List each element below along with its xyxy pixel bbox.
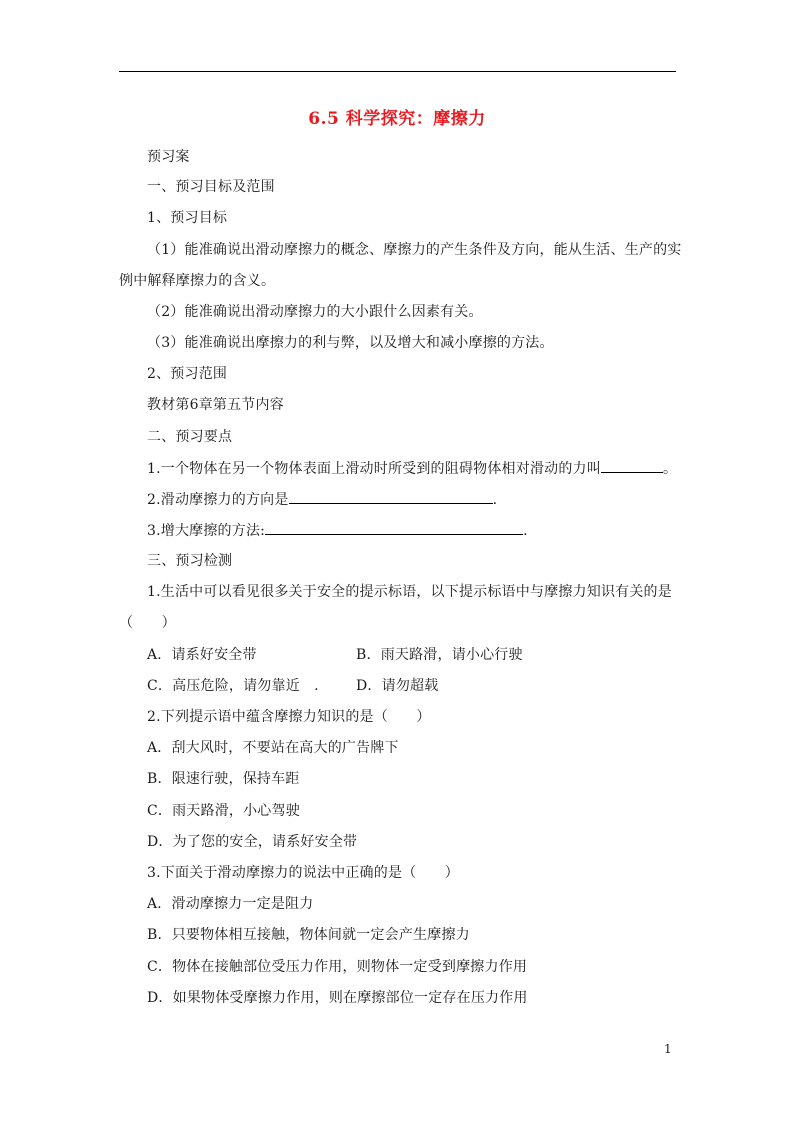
- question-1-option-b[interactable]: B．雨天路滑，请小心行驶: [356, 647, 523, 663]
- question-3-option-a[interactable]: A．滑动摩擦力一定是阻力: [147, 896, 314, 912]
- question-1-bracket: （ ）: [119, 615, 176, 631]
- question-3-stem: 3.下面关于滑动摩擦力的说法中正确的是（ ）: [147, 865, 459, 881]
- point-2: [147, 489, 497, 510]
- question-2-stem: 2.下列提示语中蕴含摩擦力知识的是（ ）: [147, 709, 431, 725]
- question-2-option-d[interactable]: D．为了您的安全，请系好安全带: [147, 834, 358, 850]
- question-3-option-c[interactable]: C．物体在接触部位受压力作用，则物体一定受到摩擦力作用: [147, 959, 528, 975]
- document-title: 6.5 科学探究：摩擦力: [308, 109, 486, 129]
- question-1-option-d[interactable]: D．请勿超载: [356, 678, 439, 694]
- question-1-options-row-1: [147, 645, 523, 665]
- point-1-blank[interactable]: [601, 458, 663, 473]
- section-2-heading: 二、预习要点: [147, 429, 233, 445]
- point-2-text: 2.滑动摩擦力的方向是: [147, 492, 289, 508]
- scope-text: 教材第6章第五节内容: [147, 397, 284, 413]
- point-1: [147, 458, 677, 479]
- point-2-blank[interactable]: [289, 489, 493, 504]
- subsection-scope: 2、预习范围: [147, 366, 228, 382]
- question-3-option-b[interactable]: B．只要物体相互接触，物体间就一定会产生摩擦力: [147, 927, 470, 943]
- point-1-text: 1.一个物体在另一个物体表面上滑动时所受到的阻碍物体相对滑动的力叫: [147, 461, 601, 477]
- question-1-option-c[interactable]: C．高压危险，请勿靠近 .: [147, 678, 319, 694]
- section-1-heading: 一、预习目标及范围: [147, 179, 275, 195]
- question-1-stem: 1.生活中可以看见很多关于安全的提示标语，以下提示标语中与摩擦力知识有关的是: [147, 584, 672, 600]
- goal-2: （2）能准确说出滑动摩擦力的大小跟什么因素有关。: [147, 304, 483, 320]
- section-3-heading: 三、预习检测: [147, 553, 233, 569]
- point-3: [147, 520, 528, 541]
- goal-1-line-1: （1）能准确说出滑动摩擦力的概念、摩擦力的产生条件及方向，能从生活、生产的实: [147, 242, 682, 258]
- question-2-option-c[interactable]: C．雨天路滑，小心驾驶: [147, 803, 300, 819]
- question-2-option-a[interactable]: A．刮大风时，不要站在高大的广告牌下: [147, 740, 399, 756]
- question-3-option-d[interactable]: D．如果物体受摩擦力作用，则在摩擦部位一定存在压力作用: [147, 990, 528, 1006]
- point-3-text: 3.增大摩擦的方法:: [147, 523, 266, 539]
- section-preview-label: 预习案: [147, 149, 190, 165]
- subsection-goals: 1、预习目标: [147, 210, 228, 226]
- point-3-blank[interactable]: [265, 520, 523, 535]
- goal-3: （3）能准确说出摩擦力的利与弊，以及增大和减小摩擦的方法。: [147, 335, 554, 351]
- question-1-option-a[interactable]: A．请系好安全带: [147, 647, 257, 663]
- point-1-end: 。: [662, 461, 678, 477]
- point-2-end: .: [492, 492, 498, 508]
- header-rule: [119, 71, 676, 72]
- page-number: 1: [664, 1042, 672, 1056]
- goal-1-line-2: 例中解释摩擦力的含义。: [119, 273, 276, 289]
- point-3-end: .: [523, 523, 528, 539]
- question-2-option-b[interactable]: B．限速行驶，保持车距: [147, 771, 300, 787]
- question-1-options-row-2: [147, 676, 439, 696]
